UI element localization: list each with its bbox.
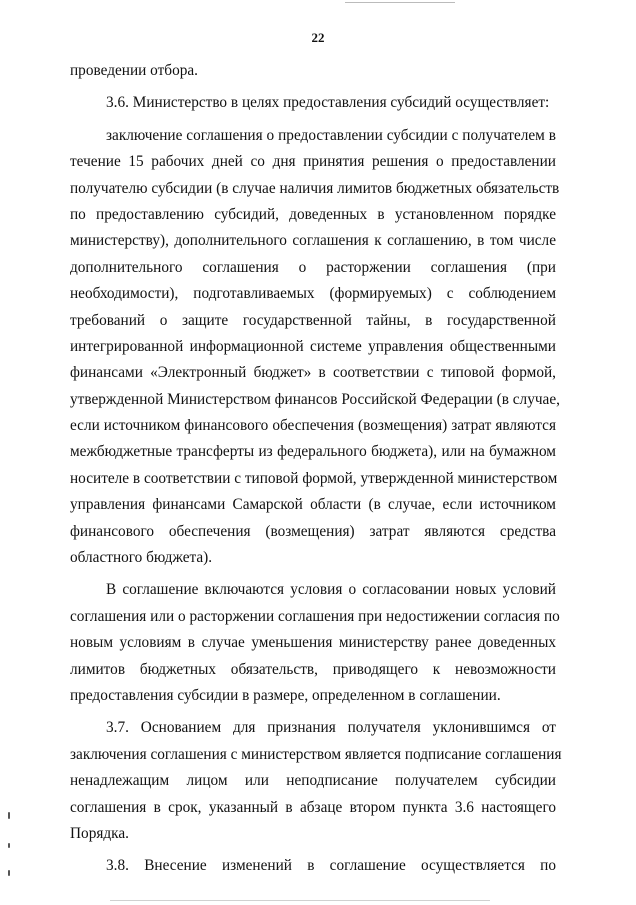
text-line: предоставления субсидии в размере, определенном в соглашении. — [70, 686, 501, 704]
text-line: соглашения или о расторжении соглашения при недостижении согласия по — [70, 607, 560, 625]
text-line: лимитов бюджетных обязательств, приводящего к невозможности — [70, 660, 556, 678]
text-line: по предоставлению субсидий, доведенных в установленном порядке — [70, 205, 556, 223]
text-line: утвержденной Министерством финансов Российской Федерации (в случае, — [70, 390, 560, 408]
text-line: 3.6. Министерство в целях предоставления субсидий осуществляет: — [106, 94, 550, 112]
text-line: финансами «Электронный бюджет» в соответствии с типовой формой, — [70, 364, 556, 382]
text-line: министерству), дополнительного соглашения к соглашению, в том числе — [70, 232, 556, 250]
scan-artifact — [8, 870, 10, 876]
text-line: финансового обеспечения (возмещения) затрат являются средства — [70, 522, 556, 540]
text-line: проведении отбора. — [70, 62, 198, 79]
text-line: заключение соглашения о предоставлении субсидии с получателем в — [106, 126, 556, 144]
text-line: Порядка. — [70, 824, 129, 842]
scan-edge-bottom — [110, 900, 490, 901]
text-line: соглашения в срок, указанный в абзаце втором пункта 3.6 настоящего — [70, 798, 556, 816]
text-line: носителе в соответствии с типовой формой, утвержденной министерством — [70, 469, 558, 487]
text-line: необходимости), подготавливаемых (формируемых) с соблюдением — [70, 285, 556, 303]
text-line: новым условиям в случае уменьшения министерству ранее доведенных — [70, 634, 556, 652]
text-line: 3.8. Внесение изменений в соглашение осуществляется по — [106, 857, 556, 875]
text-line: дополнительного соглашения о расторжении соглашения (при — [70, 258, 556, 276]
text-line: межбюджетные трансферты из федерального бюджета), или на бумажном — [70, 443, 556, 461]
scan-edge-top — [345, 2, 455, 3]
scan-artifact — [8, 812, 10, 819]
text-line: управления финансами Самарской области (в случае, если источником — [70, 496, 556, 514]
text-line: 3.7. Основанием для признания получателя уклонившимся от — [106, 719, 556, 737]
document-body — [70, 58, 562, 880]
text-line: ненадлежащим лицом или неподписание получателем субсидии — [70, 772, 556, 790]
scan-artifact — [8, 843, 10, 848]
text-line: если источником финансового обеспечения (возмещения) затрат являются — [70, 417, 556, 435]
text-line: интегрированной информационной системе управления общественными — [70, 337, 556, 355]
text-line: В соглашение включаются условия о согласовании новых условий — [106, 581, 556, 599]
text-line: заключения соглашения с министерством является подписание соглашения — [70, 745, 562, 763]
text-line: требований о защите государственной тайны, в государственной — [70, 311, 556, 329]
text-line: течение 15 рабочих дней со дня принятия решения о предоставлении — [70, 153, 556, 171]
text-line: получателю субсидии (в случае наличия лимитов бюджетных обязательств — [70, 179, 560, 197]
page-number: 22 — [311, 30, 325, 45]
text-line: областного бюджета). — [70, 549, 213, 567]
